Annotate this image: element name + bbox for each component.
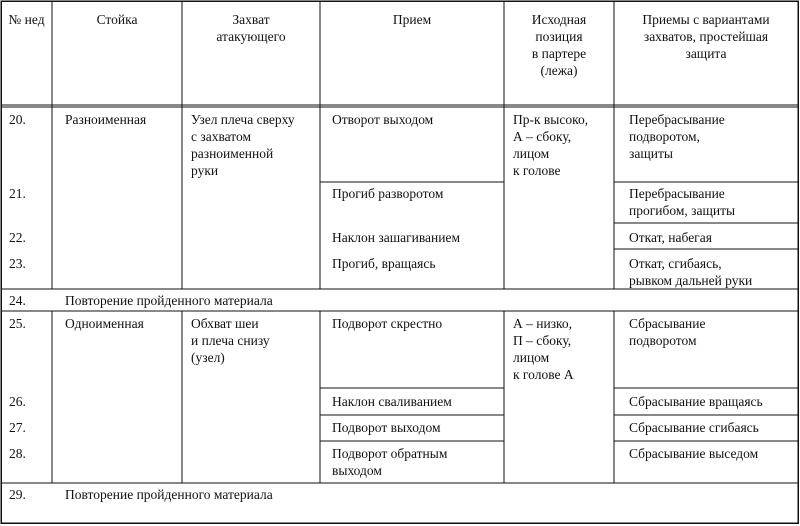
header-grip: Захват атакующего: [216, 12, 286, 44]
technique-cell: Отворот выходом: [332, 112, 434, 127]
technique-cell: Подворот выходом: [332, 420, 441, 435]
start-position-cell: А – низко, П – сбоку, лицом к голове А: [513, 316, 574, 382]
grip-cell: Обхват шеи и плеча снизу (узел): [191, 316, 270, 365]
week-number: 24.: [9, 293, 26, 308]
header-stance: Стойка: [96, 12, 138, 27]
week-number: 28.: [9, 446, 26, 461]
technique-cell: Прогиб, вращаясь: [332, 256, 436, 271]
variant-cell: Перебрасывание подворотом, защиты: [629, 112, 725, 161]
variant-cell: Сбрасывание вращаясь: [629, 394, 763, 409]
technique-cell: Прогиб разворотом: [332, 186, 444, 201]
variant-cell: Откат, набегая: [629, 230, 712, 245]
technique-cell: Наклон зашагиванием: [332, 230, 461, 245]
header-technique: Прием: [392, 12, 432, 27]
technique-cell: Наклон сваливанием: [332, 394, 452, 409]
variant-cell: Откат, сгибаясь, рывком дальней руки: [629, 256, 753, 288]
week-number: 29.: [9, 487, 26, 502]
week-number: 22.: [9, 230, 26, 245]
technique-cell: Подворот обратным выходом: [332, 446, 448, 478]
variant-cell: Сбрасывание подворотом: [629, 316, 706, 348]
week-number: 20.: [9, 112, 26, 127]
header-week: № нед: [8, 12, 45, 27]
week-number: 25.: [9, 316, 26, 331]
week-number: 21.: [9, 186, 26, 201]
header-start-position: Исходная позиция в партере (лежа): [531, 12, 587, 78]
stance-cell: Одноименная: [65, 316, 144, 331]
start-position-cell: Пр-к высоко, А – сбоку, лицом к голове: [513, 112, 589, 178]
technique-cell: Подворот скрестно: [332, 316, 443, 331]
grip-cell: Узел плеча сверху с захватом разноименной руки: [191, 112, 295, 178]
review-row-text: Повторение пройденного материала: [65, 487, 273, 502]
week-number: 23.: [9, 256, 26, 271]
variant-cell: Перебрасывание прогибом, защиты: [629, 186, 736, 218]
header-variants: Приемы с вариантами захватов, простейшая защита: [642, 12, 770, 61]
week-number: 26.: [9, 394, 26, 409]
review-row-text: Повторение пройденного материала: [65, 293, 273, 308]
variant-cell: Сбрасывание сгибаясь: [629, 420, 759, 435]
week-number: 27.: [9, 420, 26, 435]
variant-cell: Сбрасывание выседом: [629, 446, 759, 461]
stance-cell: Разноименная: [65, 112, 147, 127]
